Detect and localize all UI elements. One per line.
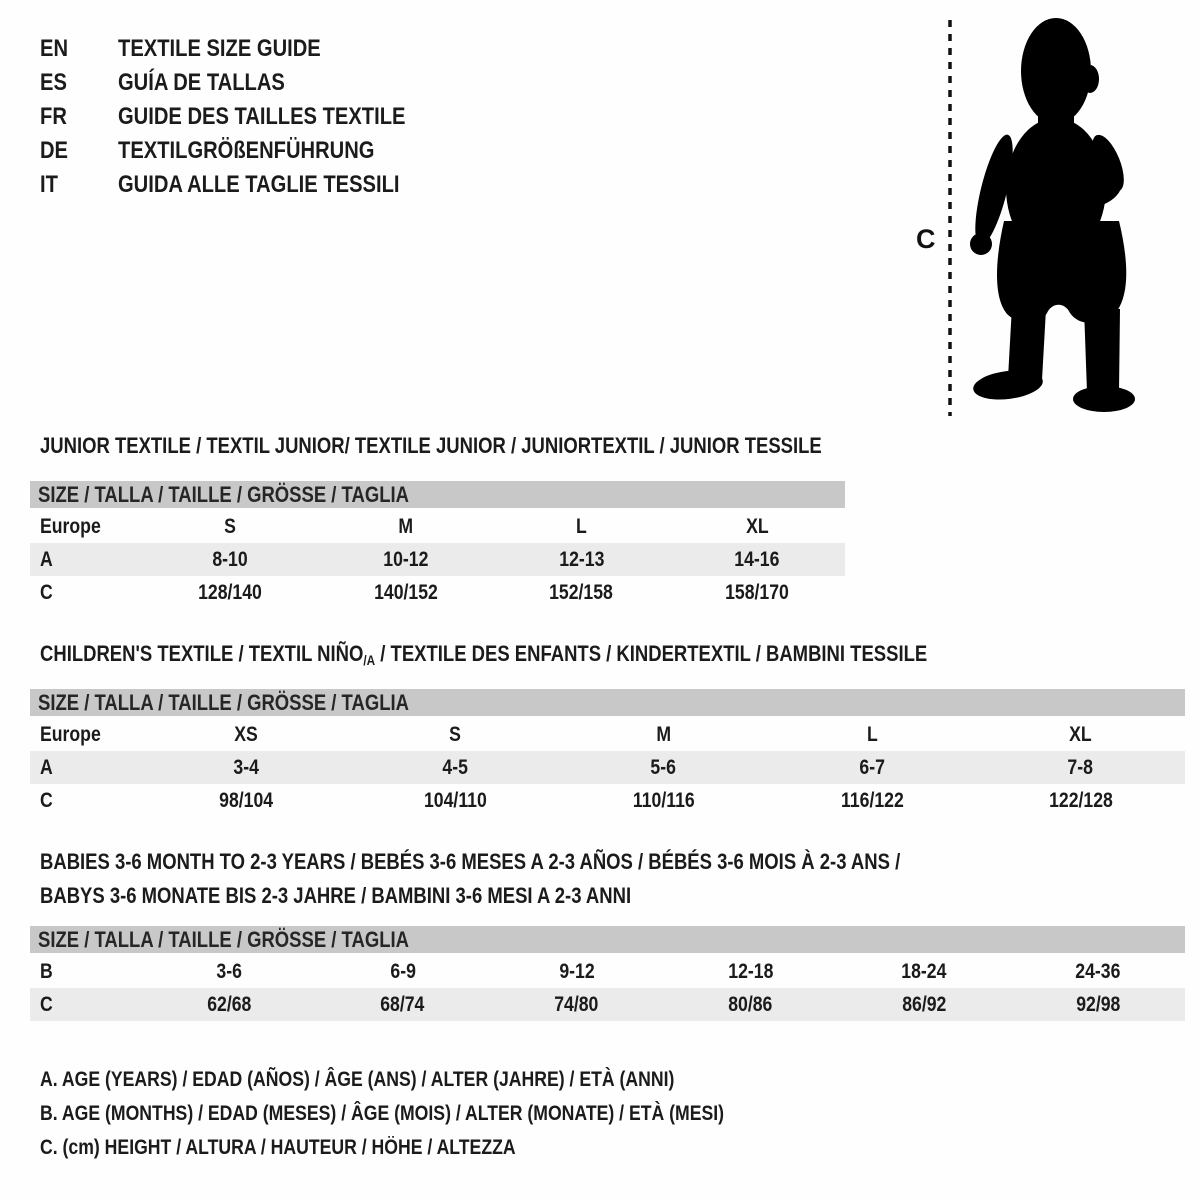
table-cell: 24-36 bbox=[1075, 959, 1121, 983]
table-cell: 152/158 bbox=[549, 580, 614, 604]
table-cell: 6-7 bbox=[859, 755, 885, 779]
row-label: Europe bbox=[40, 514, 101, 538]
children-title-text bbox=[40, 642, 927, 672]
row-label: C bbox=[40, 788, 53, 812]
table-cell: 10-12 bbox=[383, 547, 429, 571]
junior-title-text: JUNIOR TEXTILE / TEXTIL JUNIOR/ TEXTILE JUNIOR / JUNIORTEXTIL / JUNIOR TESSILE bbox=[40, 433, 822, 458]
table-row-a bbox=[30, 543, 845, 576]
table-cell: 80/86 bbox=[728, 992, 773, 1016]
footnote-legend bbox=[40, 1068, 854, 1170]
size-header-label: SIZE / TALLA / TAILLE / GRÖSSE / TAGLIA bbox=[38, 926, 409, 952]
language-row-it bbox=[40, 172, 460, 206]
table-cell: 14-16 bbox=[734, 547, 780, 571]
table-cell: 4-5 bbox=[442, 755, 468, 779]
language-code: EN bbox=[40, 35, 69, 62]
row-label: Europe bbox=[40, 722, 101, 746]
table-cell: M bbox=[656, 722, 671, 746]
size-header-label: SIZE / TALLA / TAILLE / GRÖSSE / TAGLIA bbox=[38, 481, 409, 507]
language-code: ES bbox=[40, 69, 67, 96]
table-cell: 62/68 bbox=[206, 992, 251, 1016]
table-row-europe bbox=[30, 718, 1185, 751]
children-title-subscript: /A bbox=[363, 652, 376, 668]
footnote-b bbox=[40, 1102, 854, 1136]
children-title-pre: CHILDREN'S TEXTILE / TEXTIL NIÑO bbox=[40, 641, 364, 666]
babies-section-title bbox=[40, 845, 1064, 913]
language-row-fr bbox=[40, 104, 460, 138]
table-row-europe bbox=[30, 510, 845, 543]
row-label: B bbox=[40, 959, 53, 983]
table-cell: 92/98 bbox=[1075, 992, 1121, 1016]
table-row-a bbox=[30, 751, 1185, 784]
table-cell: XS bbox=[234, 722, 259, 746]
babies-size-header-band bbox=[30, 926, 1185, 953]
table-cell: S bbox=[223, 514, 236, 538]
table-row-b bbox=[30, 955, 1185, 988]
babies-table-rows bbox=[30, 955, 1185, 1021]
row-label: C bbox=[40, 992, 53, 1016]
children-table-rows bbox=[30, 718, 1185, 817]
language-row-en bbox=[40, 36, 460, 70]
height-marker-label: C bbox=[916, 224, 936, 254]
footnote-b-text: B. AGE (MONTHS) / EDAD (MESES) / ÂGE (MOIS) / ALTER (MONATE) / ETÀ (MESI) bbox=[40, 1102, 725, 1125]
babies-size-table bbox=[30, 926, 1185, 1021]
guide-title-fr: GUIDE DES TAILLES TEXTILE bbox=[118, 103, 406, 130]
table-row-c bbox=[30, 784, 1185, 817]
babies-title-line1: BABIES 3-6 MONTH TO 2-3 YEARS / BEBÉS 3-6 MESES A 2-3 AÑOS / BÉBÉS 3-6 MOIS À 2-3 ANS / bbox=[40, 849, 901, 874]
junior-size-header-band bbox=[30, 481, 845, 508]
table-cell: 12-18 bbox=[727, 959, 773, 983]
toddler-silhouette-icon bbox=[968, 18, 1135, 412]
junior-size-table bbox=[30, 481, 845, 609]
table-cell: 74/80 bbox=[554, 992, 599, 1016]
language-code: DE bbox=[40, 137, 69, 164]
table-cell: 68/74 bbox=[380, 992, 425, 1016]
table-row-c bbox=[30, 988, 1185, 1021]
table-cell: 12-13 bbox=[558, 547, 604, 571]
footnote-a-text: A. AGE (YEARS) / EDAD (AÑOS) / ÂGE (ANS) / ALTER (JAHRE) / ETÀ (ANNI) bbox=[40, 1068, 675, 1091]
table-cell: 86/92 bbox=[902, 992, 947, 1016]
babies-title-line2: BABYS 3-6 MONATE BIS 2-3 JAHRE / BAMBINI 3-6 MESI A 2-3 ANNI bbox=[40, 883, 632, 908]
table-cell: 18-24 bbox=[901, 959, 947, 983]
table-cell: XL bbox=[745, 514, 769, 538]
language-code: IT bbox=[40, 171, 58, 198]
table-cell: 3-6 bbox=[216, 959, 242, 983]
language-row-de bbox=[40, 138, 460, 172]
row-label: A bbox=[40, 547, 53, 571]
table-cell: 110/116 bbox=[632, 788, 695, 812]
children-title-post: / TEXTILE DES ENFANTS / KINDERTEXTIL / BAMBINI TESSILE bbox=[375, 641, 928, 666]
table-cell: 9-12 bbox=[558, 959, 595, 983]
children-section-title bbox=[40, 642, 1096, 672]
table-cell: 158/170 bbox=[725, 580, 790, 604]
language-row-es bbox=[40, 70, 460, 104]
guide-title-es: GUÍA DE TALLAS bbox=[118, 69, 285, 96]
table-cell: 7-8 bbox=[1067, 755, 1094, 779]
table-cell: 6-9 bbox=[389, 959, 416, 983]
table-cell: 104/110 bbox=[423, 788, 487, 812]
row-label: A bbox=[40, 755, 53, 779]
children-size-header-band bbox=[30, 689, 1185, 716]
junior-table-rows bbox=[30, 510, 845, 609]
table-cell: 98/104 bbox=[219, 788, 274, 812]
size-header-label: SIZE / TALLA / TAILLE / GRÖSSE / TAGLIA bbox=[38, 689, 409, 715]
table-cell: M bbox=[398, 514, 413, 538]
table-row-c bbox=[30, 576, 845, 609]
table-cell: 122/128 bbox=[1048, 788, 1113, 812]
baby-height-figure bbox=[900, 16, 1148, 420]
guide-title-de: TEXTILGRÖßENFÜHRUNG bbox=[118, 137, 375, 164]
table-cell: 128/140 bbox=[197, 580, 262, 604]
footnote-c bbox=[40, 1136, 854, 1170]
children-size-table bbox=[30, 689, 1185, 817]
language-title-list bbox=[40, 36, 460, 206]
language-code: FR bbox=[40, 103, 67, 130]
footnote-a bbox=[40, 1068, 854, 1102]
table-cell: 5-6 bbox=[650, 755, 677, 779]
table-cell: 116/122 bbox=[840, 788, 904, 812]
table-cell: 140/152 bbox=[373, 580, 438, 604]
footnote-c-text: C. (cm) HEIGHT / ALTURA / HAUTEUR / HÖHE / ALTEZZA bbox=[40, 1136, 516, 1159]
table-cell: 3-4 bbox=[233, 755, 260, 779]
table-cell: L bbox=[866, 722, 878, 746]
table-cell: S bbox=[448, 722, 461, 746]
table-cell: XL bbox=[1069, 722, 1092, 746]
table-cell: 8-10 bbox=[212, 547, 248, 571]
junior-section-title bbox=[40, 434, 971, 457]
row-label: C bbox=[40, 580, 53, 604]
table-cell: L bbox=[575, 514, 587, 538]
guide-title-it: GUIDA ALLE TAGLIE TESSILI bbox=[118, 171, 400, 198]
guide-title-en: TEXTILE SIZE GUIDE bbox=[118, 35, 321, 62]
